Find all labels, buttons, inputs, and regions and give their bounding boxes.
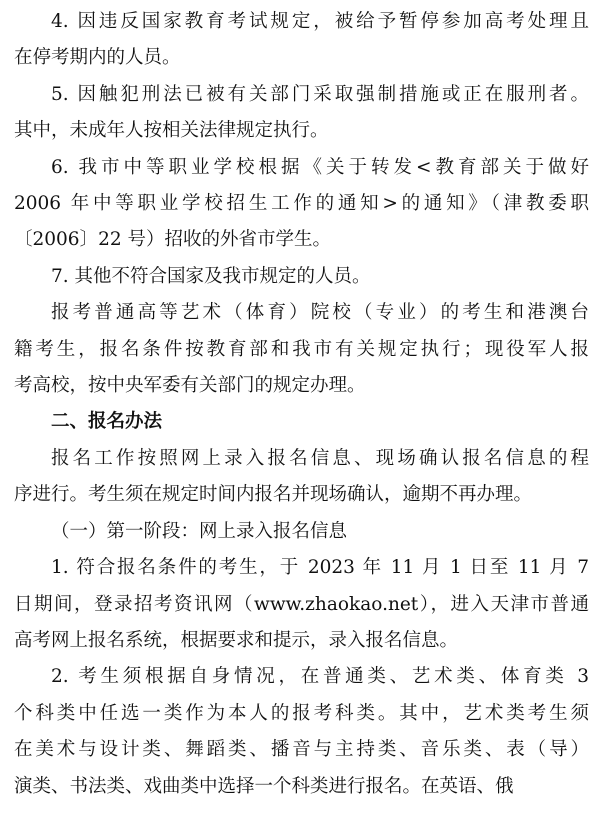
- text-line: 日期间，登录招考资讯网（www.zhaokao.net），进入天津市普通: [14, 593, 589, 615]
- text-line: 6. 我市中等职业学校根据《关于转发<教育部关于做好: [51, 156, 589, 178]
- text-line: 2006 年中等职业学校招生工作的通知>的通知》（津教委职: [14, 193, 589, 215]
- paragraph: [14, 441, 589, 514]
- paragraph: [14, 659, 589, 805]
- paragraph: [14, 259, 589, 295]
- text-line: 个科类中任选一类作为本人的报考科类。其中，艺术类考生须: [14, 702, 589, 724]
- text-line: 演类、书法类、戏曲类中选择一个科类进行报名。在英语、俄: [14, 775, 514, 797]
- text-line: 其中，未成年人按相关法律规定执行。: [14, 120, 329, 142]
- text-line: 高考网上报名系统，根据要求和提示，录入报名信息。: [14, 629, 459, 651]
- text-line: 二、报名办法: [51, 411, 163, 433]
- text-line: 报考普通高等艺术（体育）院校（专业）的考生和港澳台: [51, 302, 589, 324]
- text-line: 7. 其他不符合国家及我市规定的人员。: [51, 265, 371, 287]
- text-line: 1. 符合报名条件的考生，于 2023 年 11 月 1 日至 11 月 7: [51, 557, 589, 579]
- text-line: 4. 因违反国家教育考试规定，被给予暂停参加高考处理且: [51, 11, 589, 32]
- text-line: 序进行。考生须在规定时间内报名并现场确认，逾期不再办理。: [14, 484, 533, 506]
- section-heading: [14, 404, 589, 440]
- text-line: （一）第一阶段：网上录入报名信息: [51, 520, 348, 542]
- paragraph: [14, 514, 589, 550]
- paragraph: [14, 77, 589, 150]
- text-line: 报名工作按照网上录入报名信息、现场确认报名信息的程: [51, 447, 589, 469]
- text-line: 考高校，按中央军委有关部门的规定办理。: [14, 375, 366, 397]
- paragraph: [14, 550, 589, 659]
- text-line: 籍考生，报名条件按教育部和我市有关规定执行；现役军人报: [14, 338, 589, 360]
- text-line: 在停考期内的人员。: [14, 47, 181, 69]
- text-line: 在美术与设计类、舞蹈类、播音与主持类、音乐类、表（导）: [14, 739, 589, 761]
- paragraph: [14, 150, 589, 259]
- text-line: 〔2006〕22 号）招收的外省市学生。: [14, 229, 332, 251]
- text-line: 2. 考生须根据自身情况，在普通类、艺术类、体育类 3: [51, 666, 589, 688]
- paragraph: [14, 4, 589, 77]
- paragraph: [14, 295, 589, 404]
- text-line: 5. 因触犯刑法已被有关部门采取强制措施或正在服刑者。: [51, 83, 589, 105]
